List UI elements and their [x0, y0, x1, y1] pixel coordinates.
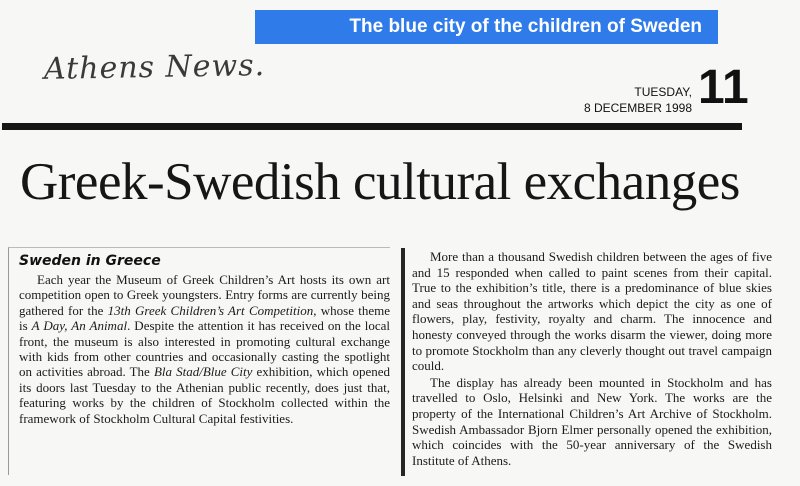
page-number: 11 — [698, 61, 749, 114]
date-block — [584, 84, 692, 116]
text-segment: Each year the Museum of Greek Children’s Art hosts its own art competition open to Greek youngsters. Entry forms are currently being gathered for the — [19, 272, 390, 318]
text-segment: exhibition, which opened its doors last Tuesday to the Athenian public recently, does just that, featuring works by the children of Stockholm collected within the framework of Stockholm Cultural Capital festivities. — [19, 364, 390, 426]
header-rule — [2, 123, 742, 130]
section-title: Sweden in Greece — [19, 253, 161, 269]
competition-name: 13th Greek Children’s Art Competition — [107, 302, 314, 318]
date-weekday: TUESDAY, — [634, 85, 692, 99]
date-full: 8 DECEMBER 1998 — [583, 101, 692, 115]
text-segment: . Despite the attention it has received on the local front, the museum is also interested in promoting cultural exchange with kids from other countries and occasionally casting the spotlight on activities abroad. The — [19, 318, 391, 380]
column-divider — [401, 248, 405, 476]
right-paragraph-2: The display has already been mounted in Stockholm and has travelled to Oslo, Helsinki and New York. The works are the property of the International Children’s Art Archive of Stockholm. Swedish Ambassador Bjorn Elmer personally opened the exhibition, which coincides with the 50-year anniversary of the Swedish Institute of Athens. — [412, 374, 772, 468]
headline: Greek-Swedish cultural exchanges — [20, 153, 740, 211]
left-paragraph — [19, 272, 390, 426]
banner-title: The blue city of the children of Sweden — [255, 10, 718, 44]
handwritten-note: Athens News. — [43, 48, 266, 87]
right-column — [412, 249, 772, 477]
competition-theme: A Day, An Animal — [31, 318, 128, 334]
exhibition-name: Bla Stad/Blue City — [153, 364, 253, 380]
text-segment: , whose theme is — [19, 302, 390, 334]
left-column — [8, 247, 390, 475]
right-paragraph-1: More than a thousand Swedish children between the ages of five and 15 responded when called to paint scenes from their capital. True to the exhibition’s title, there is a predominance of blue skies and seas throughout the artworks which depict the city as one of flowers, play, festivity, royalty and charm. The innocence and honesty conveyed through the works disarm the viewer, doing more to promote Stockholm than any cleverly thought out travel campaign could. — [412, 249, 772, 374]
